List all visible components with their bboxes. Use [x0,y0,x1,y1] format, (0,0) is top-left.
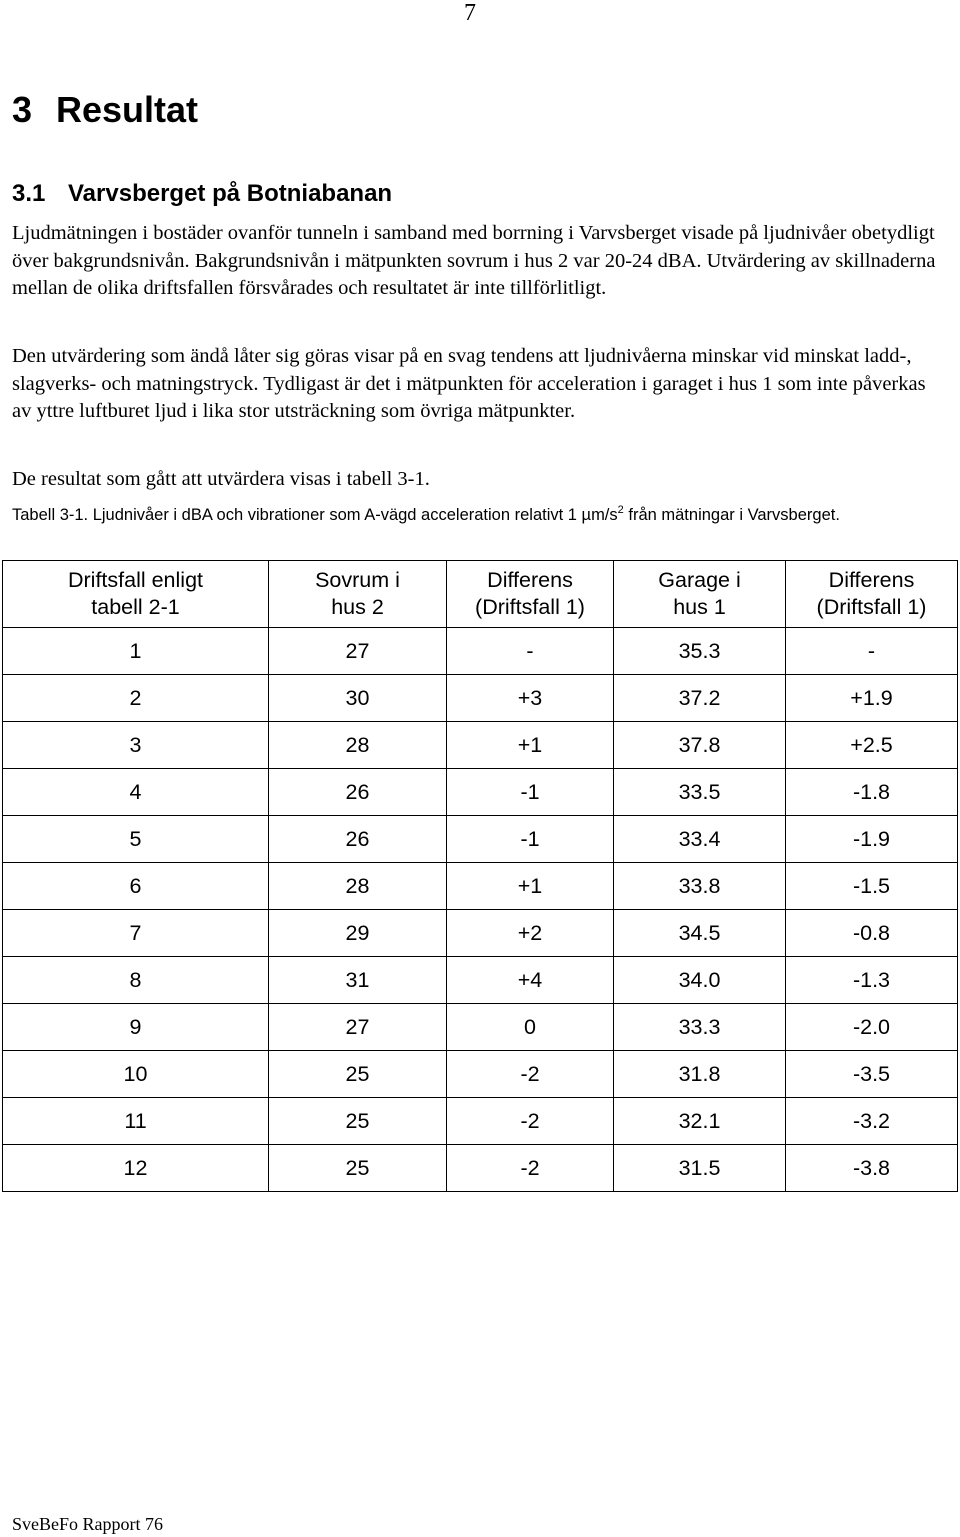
table-header-row [3,561,958,628]
table-cell: 29 [269,910,447,957]
table-cell: 25 [269,1145,447,1192]
table-cell: +3 [447,675,614,722]
table-cell: 1 [3,628,269,675]
table-cell: 25 [269,1098,447,1145]
table-cell: 33.4 [614,816,786,863]
table-row [3,910,958,957]
table-cell: 9 [3,1004,269,1051]
table-cell: 28 [269,722,447,769]
table-cell: 12 [3,1145,269,1192]
chapter-number: 3 [12,89,33,130]
header-line: hus 1 [673,595,726,619]
table-cell: +1 [447,863,614,910]
table-cell: -1 [447,769,614,816]
table-cell: +1.9 [786,675,958,722]
table-cell: 33.8 [614,863,786,910]
table-cell: 27 [269,628,447,675]
table-cell: 8 [3,957,269,1004]
header-line: hus 2 [331,595,384,619]
table-cell: -2.0 [786,1004,958,1051]
table-cell: 35.3 [614,628,786,675]
caption-text: Tabell 3-1. Ljudnivåer i dBA och vibrationer som A-vägd acceleration relativt 1 µm/s [12,506,618,524]
header-line: (Driftsfall 1) [816,595,927,619]
caption-superscript: 2 [617,504,624,516]
paragraph-evaluation: Den utvärdering som ändå låter sig göras visar på en svag tendens att ljudnivåerna minskar vid minskat ladd-, slagverks- och matningstryck. Tydligast är det i mätpunkten för acceleration i garaget i hus 1 som inte påverkas av yttre luftburet ljud i lika stor utsträckning som övriga mätpunkter. [12,345,926,422]
table-cell: 31 [269,957,447,1004]
table-cell: -1 [447,816,614,863]
table-cell: +2 [447,910,614,957]
table-cell: -1.3 [786,957,958,1004]
table-cell: +1 [447,722,614,769]
table-cell: 6 [3,863,269,910]
table-cell: 26 [269,816,447,863]
results-table [2,560,958,1192]
table-row [3,863,958,910]
table-header-cell [269,561,447,628]
table-row [3,1004,958,1051]
table-cell: 32.1 [614,1098,786,1145]
header-line: Differens [487,567,573,592]
table-cell: 27 [269,1004,447,1051]
table-cell: 11 [3,1098,269,1145]
footer-report-name: SveBeFo Rapport 76 [12,1514,163,1534]
table-cell: -2 [447,1098,614,1145]
table-cell: 31.5 [614,1145,786,1192]
table-header-cell [447,561,614,628]
table-cell: 26 [269,769,447,816]
header-line: tabell 2-1 [91,595,180,619]
section-number: 3.1 [12,180,46,207]
table-cell: -1.8 [786,769,958,816]
paragraph-results-reference: De resultat som gått att utvärdera visas i tabell 3-1. [12,468,430,490]
section-title: Varvsberget på Botniabanan [68,180,393,207]
table-cell: +4 [447,957,614,1004]
table-cell: 2 [3,675,269,722]
table-row [3,675,958,722]
table-cell: 33.3 [614,1004,786,1051]
table-cell: -2 [447,1145,614,1192]
chapter-heading [12,88,198,132]
table-cell: -3.2 [786,1098,958,1145]
table-cell: +2.5 [786,722,958,769]
table-cell: 4 [3,769,269,816]
section-heading [12,178,392,210]
header-line: Garage i [658,567,741,592]
table-cell: 34.5 [614,910,786,957]
header-line: (Driftsfall 1) [475,595,585,619]
table-caption [12,504,942,526]
table-header-cell [614,561,786,628]
table-cell: -1.9 [786,816,958,863]
table-cell: 34.0 [614,957,786,1004]
table-row [3,1098,958,1145]
table-row [3,628,958,675]
header-line: Sovrum i [315,567,400,592]
table-row [3,1051,958,1098]
header-line: Driftsfall enligt [67,567,203,592]
header-line: Differens [828,567,915,592]
chapter-title: Resultat [56,89,199,130]
table-cell: -2 [447,1051,614,1098]
table-cell: 37.8 [614,722,786,769]
table-body [3,628,958,1192]
table-cell: 7 [3,910,269,957]
table-row [3,957,958,1004]
table-cell: 0 [447,1004,614,1051]
table-row [3,722,958,769]
table-cell: -3.8 [786,1145,958,1192]
table-cell: - [447,628,614,675]
paragraph-intro: Ljudmätningen i bostäder ovanför tunneln i samband med borrning i Varvsberget visade på ljudnivåer obetydligt över bakgrundsnivån. Bakgrundsnivån i mätpunkten sovrum i hus 2 var 20-24 dBA. Utvärdering av skillnaderna mellan de olika driftsfallen försvårades och resultatet är inte tillförlitligt. [12,222,936,299]
table-cell: 31.8 [614,1051,786,1098]
table-row [3,816,958,863]
table-cell: 10 [3,1051,269,1098]
table-header-cell [3,561,269,628]
table-cell: -1.5 [786,863,958,910]
table-cell: 28 [269,863,447,910]
table-cell: 33.5 [614,769,786,816]
table-header-cell [786,561,958,628]
table-cell: 3 [3,722,269,769]
table-cell: 25 [269,1051,447,1098]
table-cell: -3.5 [786,1051,958,1098]
caption-text-end: från mätningar i Varvsberget. [623,506,840,524]
table-cell: 5 [3,816,269,863]
page-number: 7 [464,0,476,26]
table-cell: 37.2 [614,675,786,722]
table-cell: -0.8 [786,910,958,957]
table-row [3,769,958,816]
table-cell: 30 [269,675,447,722]
table-cell: - [786,628,958,675]
table-row [3,1145,958,1192]
